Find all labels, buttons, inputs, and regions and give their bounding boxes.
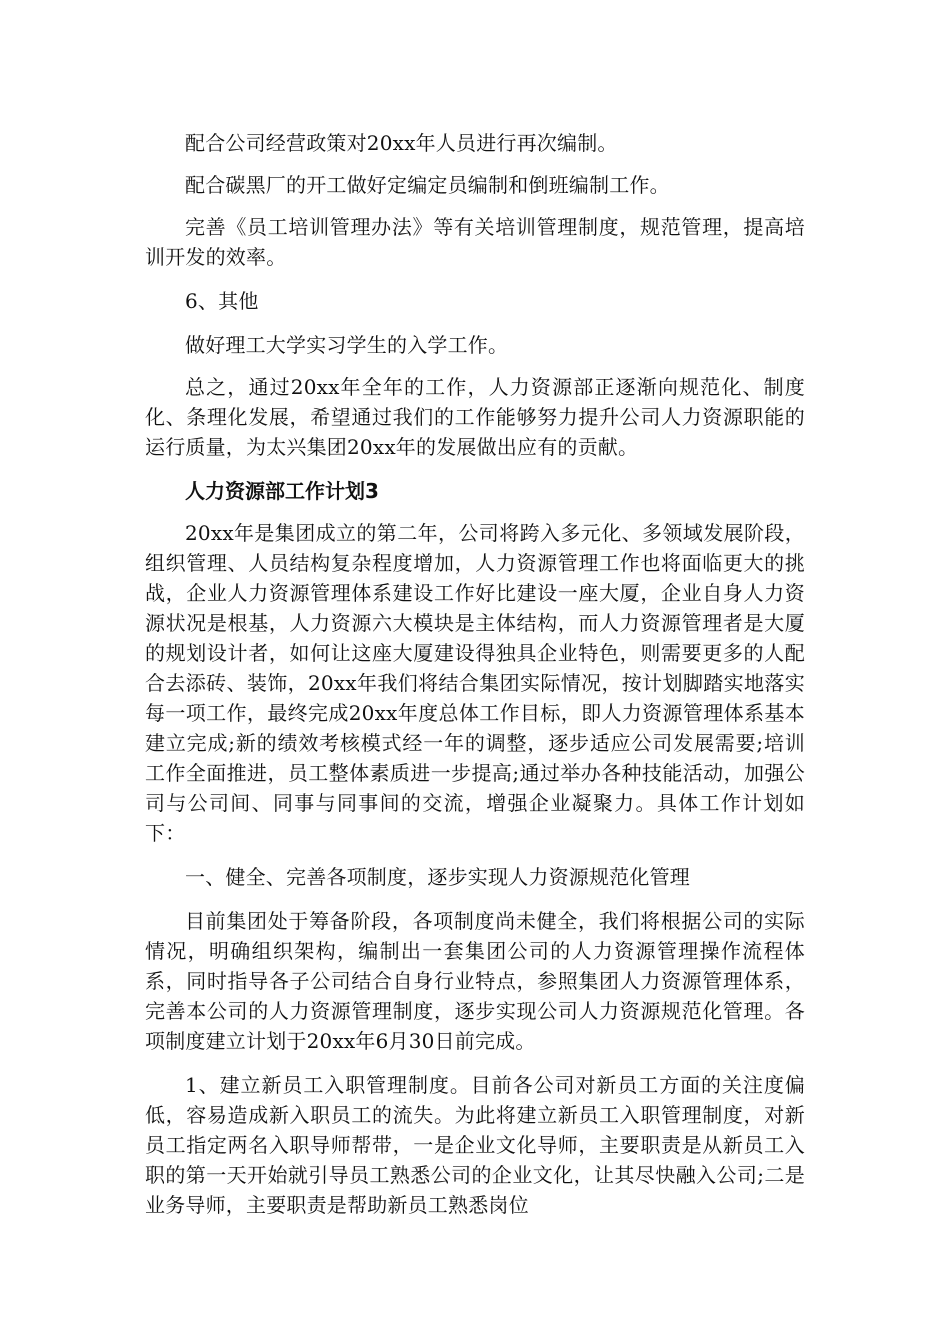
paragraph-annual-overview: 20xx年是集团成立的第二年，公司将跨入多元化、多领域发展阶段，组织管理、人员结构复杂程度增加，人力资源管理工作也将面临更大的挑战，企业人力资源管理体系建设工作好比建设一座大厦，企业自身人力资源状况是根基，人力资源六大模块是主体结构，而人力资源管理者是大厦的规划设计者，如何让这座大厦建设得独具企业特色，则需要更多的人配合去添砖、装饰，20xx年我们将结合集团实际情况，按计划脚踏实地落实每一项工作，最终完成20xx年度总体工作目标，即人力资源管理体系基本建立完成;新的绩效考核模式经一年的调整，逐步适应公司发展需要;培训工作全面推进，员工整体素质进一步提高;通过举办各种技能活动，加强公司与公司间、同事与同事间的交流，增强企业凝聚力。具体工作计划如下： [145, 521, 805, 845]
paragraph-item-one-title: 一、健全、完善各项制度，逐步实现人力资源规范化管理 [185, 865, 690, 889]
paragraph-onboarding-system: 1、建立新员工入职管理制度。目前各公司对新员工方面的关注度偏低，容易造成新入职员工的流失。为此将建立新员工入职管理制度，对新员工指定两名入职导师帮带，一是企业文化导师，主要职责是从新员工入职的第一天开始就引导员工熟悉公司的企业文化，让其尽快融入公司;二是业务导师，主要职责是帮助新员工熟悉岗位 [145, 1073, 805, 1217]
paragraph-system-building: 目前集团处于筹备阶段，各项制度尚未健全，我们将根据公司的实际情况，明确组织架构，编制出一套集团公司的人力资源管理操作流程体系，同时指导各子公司结合自身行业特点，参照集团人力资源管理体系，完善本公司的人力资源管理制度，逐步实现公司人力资源规范化管理。各项制度建立计划于20xx年6月30日前完成。 [145, 909, 805, 1053]
section-heading: 人力资源部工作计划3 [185, 479, 379, 503]
document-body [145, 128, 805, 1220]
paragraph-intern-students: 做好理工大学实习学生的入学工作。 [185, 333, 509, 357]
paragraph-training-rules: 完善《员工培训管理办法》等有关培训管理制度，规范管理，提高培训开发的效率。 [145, 215, 805, 269]
paragraph-carbon-black-plant: 配合碳黑厂的开工做好定编定员编制和倒班编制工作。 [185, 173, 670, 197]
paragraph-other-heading: 6、其他 [185, 289, 259, 313]
paragraph-staffing-reorg: 配合公司经营政策对20xx年人员进行再次编制。 [185, 131, 618, 155]
paragraph-summary: 总之，通过20xx年全年的工作，人力资源部正逐渐向规范化、制度化、条理化发展，希望通过我们的工作能够努力提升公司人力资源职能的运行质量，为太兴集团20xx年的发展做出应有的贡献。 [145, 375, 805, 459]
